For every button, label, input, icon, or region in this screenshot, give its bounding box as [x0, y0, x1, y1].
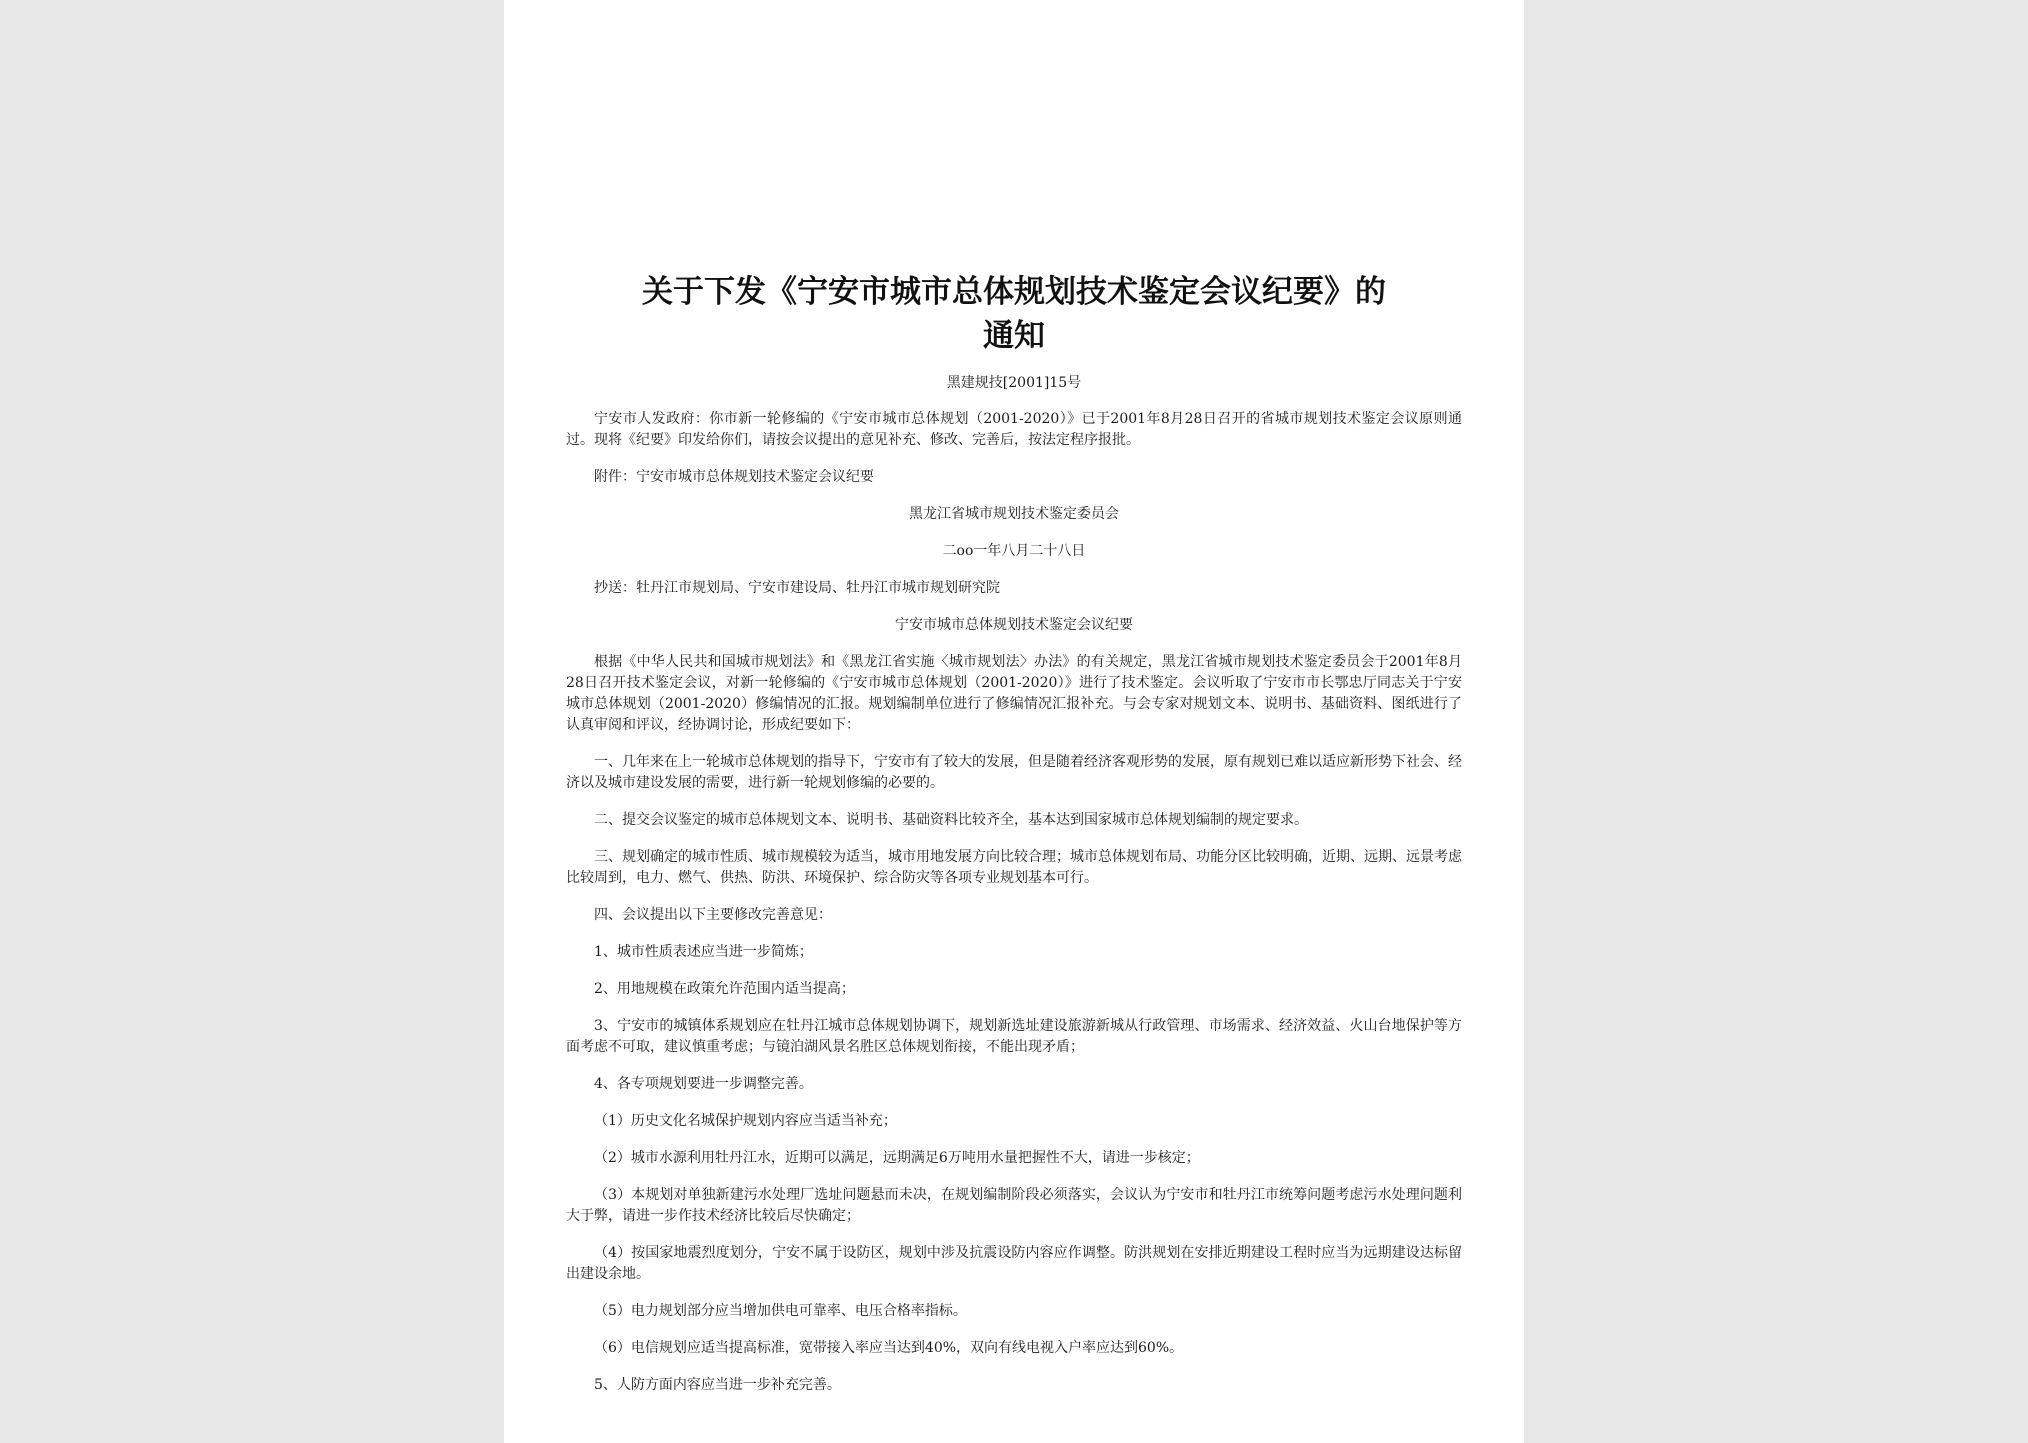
minutes-item: （5）电力规划部分应当增加供电可靠率、电压合格率指标。: [594, 1303, 967, 1319]
minutes-item: 三、规划确定的城市性质、城市规模较为适当，城市用地发展方向比较合理；城市总体规划布局、功能分区比较明确，近期、远期、远景考虑比较周到，电力、燃气、供热、防洪、环境保护、综合防灾等各项专业规划基本可行。: [566, 849, 1462, 886]
minutes-item: （2）城市水源利用牡丹江水，近期可以满足，远期满足6万吨用水量把握性不大，请进一步核定；: [594, 1150, 1200, 1166]
notice-date: 二oo一年八月二十八日: [942, 543, 1086, 559]
minutes-item: 4、各专项规划要进一步调整完善。: [594, 1076, 813, 1092]
document-page: [504, 0, 1524, 1443]
document-number: 黑建规技[2001]15号: [946, 375, 1082, 391]
minutes-item: （6）电信规划应适当提高标准，宽带接入率应当达到40%，双向有线电视入户率应达到60%。: [594, 1340, 1184, 1356]
title-line-1: 关于下发《宁安市城市总体规划技术鉴定会议纪要》的: [642, 274, 1386, 310]
minutes-item: （3）本规划对单独新建污水处理厂选址问题悬而未决，在规划编制阶段必须落实，会议认为宁安市和牡丹江市统筹问题考虑污水处理问题利大于弊，请进一步作技术经济比较后尽快确定；: [566, 1187, 1462, 1224]
minutes-item: 二、提交会议鉴定的城市总体规划文本、说明书、基础资料比较齐全，基本达到国家城市总体规划编制的规定要求。: [594, 812, 1308, 828]
minutes-item: 四、会议提出以下主要修改完善意见：: [594, 907, 832, 923]
minutes-item: 2、用地规模在政策允许范围内适当提高；: [594, 981, 855, 997]
notice-attachment: 附件：宁安市城市总体规划技术鉴定会议纪要: [594, 469, 874, 485]
minutes-item: （1）历史文化名城保护规划内容应当适当补充；: [594, 1113, 897, 1129]
minutes-heading: 宁安市城市总体规划技术鉴定会议纪要: [895, 617, 1133, 633]
minutes-item: 3、宁安市的城镇体系规划应在牡丹江城市总体规划协调下，规划新选址建设旅游新城从行政管理、市场需求、经济效益、火山台地保护等方面考虑不可取，建议慎重考虑；与镜泊湖风景名胜区总体规划衔接，不能出现矛盾；: [566, 1018, 1462, 1055]
minutes-item: （4）按国家地震烈度划分，宁安不属于设防区，规划中涉及抗震设防内容应作调整。防洪规划在安排近期建设工程时应当为远期建设达标留出建设余地。: [566, 1245, 1462, 1282]
notice-opening: 宁安市人发政府：你市新一轮修编的《宁安市城市总体规划（2001-2020）》已于2001年8月28日召开的省城市规划技术鉴定会议原则通过。现将《纪要》印发给你们，请按会议提出的意见补充、修改、完善后，按法定程序报批。: [566, 411, 1462, 448]
notice-cc: 抄送：牡丹江市规划局、宁安市建设局、牡丹江市城市规划研究院: [594, 580, 1000, 596]
minutes-item: 1、城市性质表述应当进一步简炼；: [594, 944, 813, 960]
minutes-intro: 根据《中华人民共和国城市规划法》和《黑龙江省实施〈城市规划法〉办法》的有关规定，黑龙江省城市规划技术鉴定委员会于2001年8月28日召开技术鉴定会议，对新一轮修编的《宁安市城市总体规划（2001-2020）》进行了技术鉴定。会议听取了宁安市市长鄂忠厅同志关于宁安城市总体规划（2001-2020）修编情况的汇报。规划编制单位进行了修编情况汇报补充。与会专家对规划文本、说明书、基础资料、图纸进行了认真审阅和评议，经协调讨论，形成纪要如下：: [566, 654, 1462, 733]
minutes-item: 一、几年来在上一轮城市总体规划的指导下，宁安市有了较大的发展，但是随着经济客观形势的发展，原有规划已难以适应新形势下社会、经济以及城市建设发展的需要，进行新一轮规划修编的必要的。: [566, 754, 1462, 791]
document-body: [566, 409, 1462, 1412]
minutes-item: 5、人防方面内容应当进一步补充完善。: [594, 1377, 841, 1393]
notice-issuer: 黑龙江省城市规划技术鉴定委员会: [909, 506, 1119, 522]
title-line-2: 通知: [983, 318, 1045, 354]
page-title: [544, 270, 1484, 358]
